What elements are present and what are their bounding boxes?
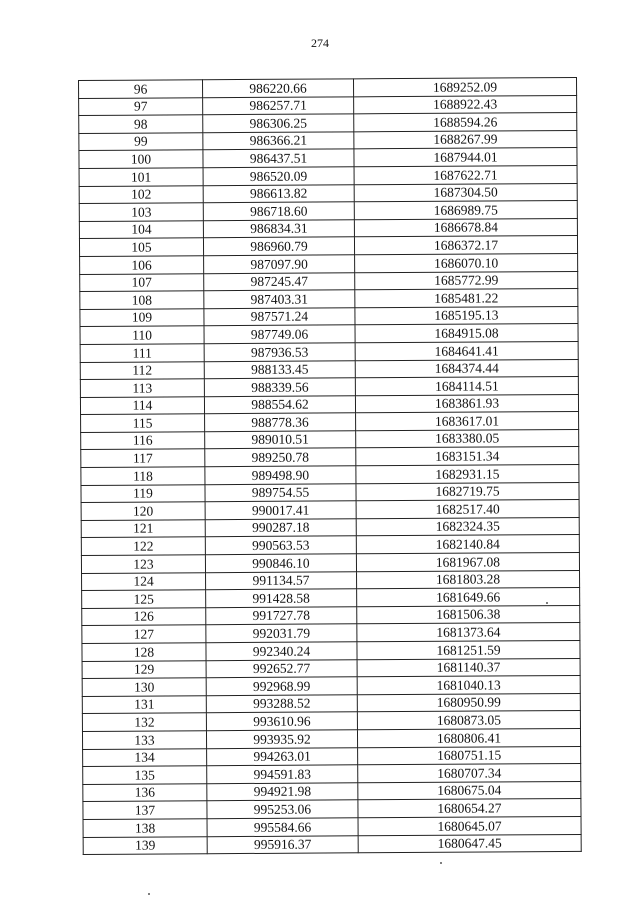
easting-cell: 993288.52: [206, 695, 357, 714]
northing-cell: 1680647.45: [358, 834, 581, 853]
northing-cell: 1686070.10: [355, 253, 578, 272]
point-number-cell: 118: [81, 467, 205, 485]
northing-cell: 1680751.15: [358, 746, 581, 765]
table-row: [83, 834, 581, 855]
scan-speck: [440, 862, 442, 864]
point-number-cell: 131: [82, 696, 206, 714]
point-number-cell: 111: [80, 344, 204, 362]
northing-cell: 1688267.99: [354, 130, 577, 149]
point-number-cell: 133: [82, 731, 206, 749]
northing-cell: 1683380.05: [356, 429, 579, 448]
point-number-cell: 138: [83, 819, 207, 837]
point-number-cell: 137: [83, 801, 207, 819]
point-number-cell: 99: [79, 133, 203, 151]
northing-cell: 1682719.75: [356, 482, 579, 501]
easting-cell: 986306.25: [203, 114, 354, 133]
northing-cell: 1684374.44: [355, 359, 578, 378]
point-number-cell: 130: [82, 678, 206, 696]
northing-cell: 1681967.08: [356, 552, 579, 571]
point-number-cell: 117: [81, 449, 205, 467]
point-number-cell: 134: [83, 748, 207, 766]
point-number-cell: 96: [79, 80, 203, 98]
easting-cell: 986366.21: [203, 132, 354, 151]
point-number-cell: 115: [81, 414, 205, 432]
point-number-cell: 120: [81, 502, 205, 520]
northing-cell: 1685772.99: [355, 271, 578, 290]
northing-cell: 1681506.38: [357, 605, 580, 624]
easting-cell: 986220.66: [203, 79, 354, 98]
easting-cell: 989498.90: [205, 466, 356, 485]
easting-cell: 989010.51: [205, 431, 356, 450]
easting-cell: 986960.79: [203, 237, 354, 256]
point-number-cell: 125: [82, 590, 206, 608]
northing-cell: 1686678.84: [354, 218, 577, 237]
easting-cell: 992340.24: [206, 642, 357, 661]
northing-cell: 1683151.34: [356, 447, 579, 466]
point-number-cell: 110: [80, 326, 204, 344]
easting-cell: 988554.62: [204, 395, 355, 414]
easting-cell: 991727.78: [206, 607, 357, 626]
point-number-cell: 106: [80, 256, 204, 274]
easting-cell: 988133.45: [204, 360, 355, 379]
point-number-cell: 97: [79, 97, 203, 115]
easting-cell: 986834.31: [203, 220, 354, 239]
northing-cell: 1681140.37: [357, 658, 580, 677]
point-number-cell: 108: [80, 291, 204, 309]
easting-cell: 987749.06: [204, 325, 355, 344]
northing-cell: 1686989.75: [354, 201, 577, 220]
easting-cell: 994591.83: [207, 765, 358, 784]
point-number-cell: 104: [79, 220, 203, 238]
point-number-cell: 127: [82, 625, 206, 643]
northing-cell: 1680654.27: [358, 799, 581, 818]
easting-cell: 986520.09: [203, 167, 354, 186]
easting-cell: 992031.79: [206, 624, 357, 643]
northing-cell: 1682931.15: [356, 465, 579, 484]
easting-cell: 990287.18: [205, 519, 356, 538]
point-number-cell: 109: [80, 308, 204, 326]
point-number-cell: 124: [82, 572, 206, 590]
point-number-cell: 139: [83, 836, 207, 854]
easting-cell: 988339.56: [204, 378, 355, 397]
northing-cell: 1680645.07: [358, 816, 581, 835]
easting-cell: 992968.99: [206, 677, 357, 696]
point-number-cell: 113: [80, 379, 204, 397]
northing-cell: 1689252.09: [353, 77, 576, 96]
point-number-cell: 102: [79, 185, 203, 203]
easting-cell: 995584.66: [207, 818, 358, 837]
easting-cell: 993935.92: [206, 730, 357, 749]
northing-cell: 1686372.17: [354, 236, 577, 255]
easting-cell: 987403.31: [204, 290, 355, 309]
northing-cell: 1685195.13: [355, 306, 578, 325]
northing-cell: 1685481.22: [355, 289, 578, 308]
easting-cell: 994921.98: [207, 783, 358, 802]
northing-cell: 1687304.50: [354, 183, 577, 202]
northing-cell: 1687622.71: [354, 165, 577, 184]
point-number-cell: 126: [82, 608, 206, 626]
point-number-cell: 112: [80, 361, 204, 379]
northing-cell: 1680675.04: [358, 781, 581, 800]
easting-cell: 986718.60: [203, 202, 354, 221]
northing-cell: 1681251.59: [357, 640, 580, 659]
easting-cell: 994263.01: [207, 747, 358, 766]
table-body: [79, 77, 582, 854]
northing-cell: 1681040.13: [357, 676, 580, 695]
northing-cell: 1682324.35: [356, 517, 579, 536]
easting-cell: 995253.06: [207, 800, 358, 819]
northing-cell: 1680950.99: [357, 693, 580, 712]
coordinate-table: [78, 77, 582, 855]
point-number-cell: 101: [79, 168, 203, 186]
point-number-cell: 114: [80, 396, 204, 414]
point-number-cell: 98: [79, 115, 203, 133]
point-number-cell: 128: [82, 643, 206, 661]
northing-cell: 1683617.01: [356, 412, 579, 431]
northing-cell: 1680707.34: [358, 764, 581, 783]
easting-cell: 986257.71: [203, 96, 354, 115]
point-number-cell: 136: [83, 783, 207, 801]
easting-cell: 995916.37: [207, 835, 358, 854]
point-number-cell: 119: [81, 484, 205, 502]
point-number-cell: 122: [81, 537, 205, 555]
easting-cell: 987936.53: [204, 343, 355, 362]
easting-cell: 990017.41: [205, 501, 356, 520]
northing-cell: 1681649.66: [357, 588, 580, 607]
easting-cell: 992652.77: [206, 659, 357, 678]
scan-speck: [546, 602, 548, 604]
easting-cell: 990846.10: [205, 554, 356, 573]
point-number-cell: 100: [79, 150, 203, 168]
northing-cell: 1688594.26: [354, 113, 577, 132]
point-number-cell: 129: [82, 660, 206, 678]
northing-cell: 1684114.51: [355, 377, 578, 396]
easting-cell: 991134.57: [206, 571, 357, 590]
point-number-cell: 103: [79, 203, 203, 221]
point-number-cell: 123: [81, 555, 205, 573]
easting-cell: 991428.58: [206, 589, 357, 608]
northing-cell: 1681803.28: [357, 570, 580, 589]
northing-cell: 1682140.84: [356, 535, 579, 554]
point-number-cell: 116: [81, 432, 205, 450]
northing-cell: 1684915.08: [355, 324, 578, 343]
page-number: 274: [311, 36, 329, 50]
northing-cell: 1680806.41: [357, 728, 580, 747]
northing-cell: 1688922.43: [354, 95, 577, 114]
easting-cell: 987245.47: [204, 272, 355, 291]
easting-cell: 989754.55: [205, 483, 356, 502]
easting-cell: 988778.36: [205, 413, 356, 432]
northing-cell: 1682517.40: [356, 500, 579, 519]
northing-cell: 1687944.01: [354, 148, 577, 167]
easting-cell: 987097.90: [204, 255, 355, 274]
easting-cell: 993610.96: [206, 712, 357, 731]
easting-cell: 987571.24: [204, 308, 355, 327]
point-number-cell: 135: [83, 766, 207, 784]
point-number-cell: 132: [82, 713, 206, 731]
northing-cell: 1683861.93: [355, 394, 578, 413]
northing-cell: 1681373.64: [357, 623, 580, 642]
easting-cell: 986613.82: [203, 184, 354, 203]
point-number-cell: 121: [81, 520, 205, 538]
northing-cell: 1684641.41: [355, 341, 578, 360]
point-number-cell: 107: [80, 273, 204, 291]
point-number-cell: 105: [79, 238, 203, 256]
northing-cell: 1680873.05: [357, 711, 580, 730]
scan-speck: [148, 893, 150, 895]
easting-cell: 990563.53: [205, 536, 356, 555]
easting-cell: 986437.51: [203, 149, 354, 168]
easting-cell: 989250.78: [205, 448, 356, 467]
